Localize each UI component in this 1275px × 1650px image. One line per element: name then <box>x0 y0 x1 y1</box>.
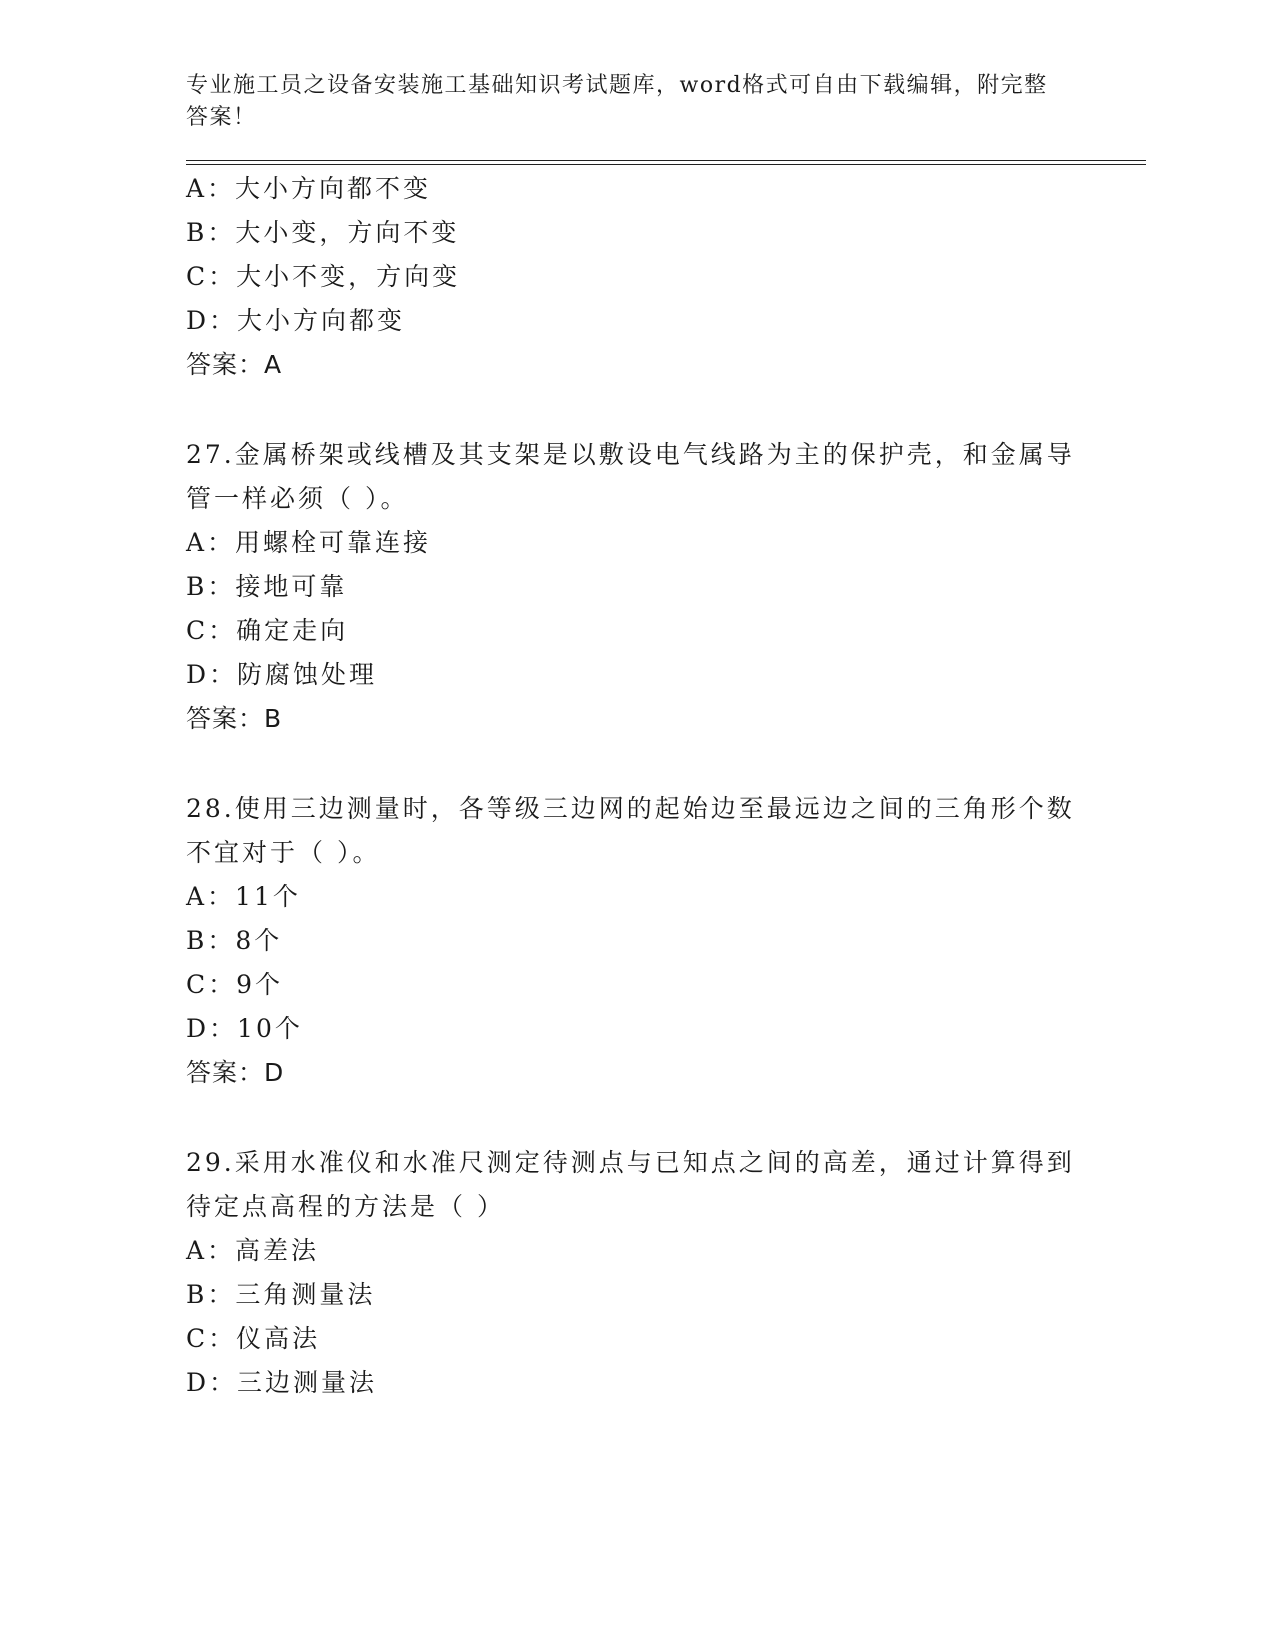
option-c: C：9个 <box>186 970 284 999</box>
question-text: 29.采用水准仪和水准尺测定待测点与已知点之间的高差，通过计算得到待定点高程的方法是（ ） <box>186 1148 1075 1221</box>
option-d: D：三边测量法 <box>186 1368 378 1397</box>
option-d: D：防腐蚀处理 <box>186 660 378 689</box>
option-c: C：仪高法 <box>186 1324 321 1353</box>
option-c: C：大小不变，方向变 <box>186 262 461 291</box>
option-d: D：大小方向都变 <box>186 306 406 335</box>
document-page <box>186 70 1146 1405</box>
option-a: A：大小方向都不变 <box>186 174 432 203</box>
option-b: B：接地可靠 <box>186 572 348 601</box>
question-29 <box>186 1141 1146 1405</box>
header-divider <box>186 160 1146 165</box>
option-a: A：11个 <box>186 882 301 911</box>
document-header: 专业施工员之设备安装施工基础知识考试题库，word格式可自由下载编辑，附完整答案！ <box>186 73 1048 130</box>
answer-line: 答案：A <box>186 350 283 379</box>
answer-line: 答案：B <box>186 704 283 733</box>
question-text: 27.金属桥架或线槽及其支架是以敷设电气线路为主的保护壳，和金属导管一样必须（ ）。 <box>186 440 1075 513</box>
option-d: D：10个 <box>186 1014 303 1043</box>
question-27 <box>186 433 1146 741</box>
option-b: B：8个 <box>186 926 283 955</box>
option-c: C：确定走向 <box>186 616 349 645</box>
question-26-tail <box>186 167 1146 387</box>
answer-line: 答案：D <box>186 1058 285 1087</box>
option-b: B：三角测量法 <box>186 1280 376 1309</box>
option-b: B：大小变，方向不变 <box>186 218 460 247</box>
option-a: A：高差法 <box>186 1236 320 1265</box>
question-28 <box>186 787 1146 1095</box>
option-a: A：用螺栓可靠连接 <box>186 528 432 557</box>
question-text: 28.使用三边测量时，各等级三边网的起始边至最远边之间的三角形个数不宜对于（ ）。 <box>186 794 1075 867</box>
